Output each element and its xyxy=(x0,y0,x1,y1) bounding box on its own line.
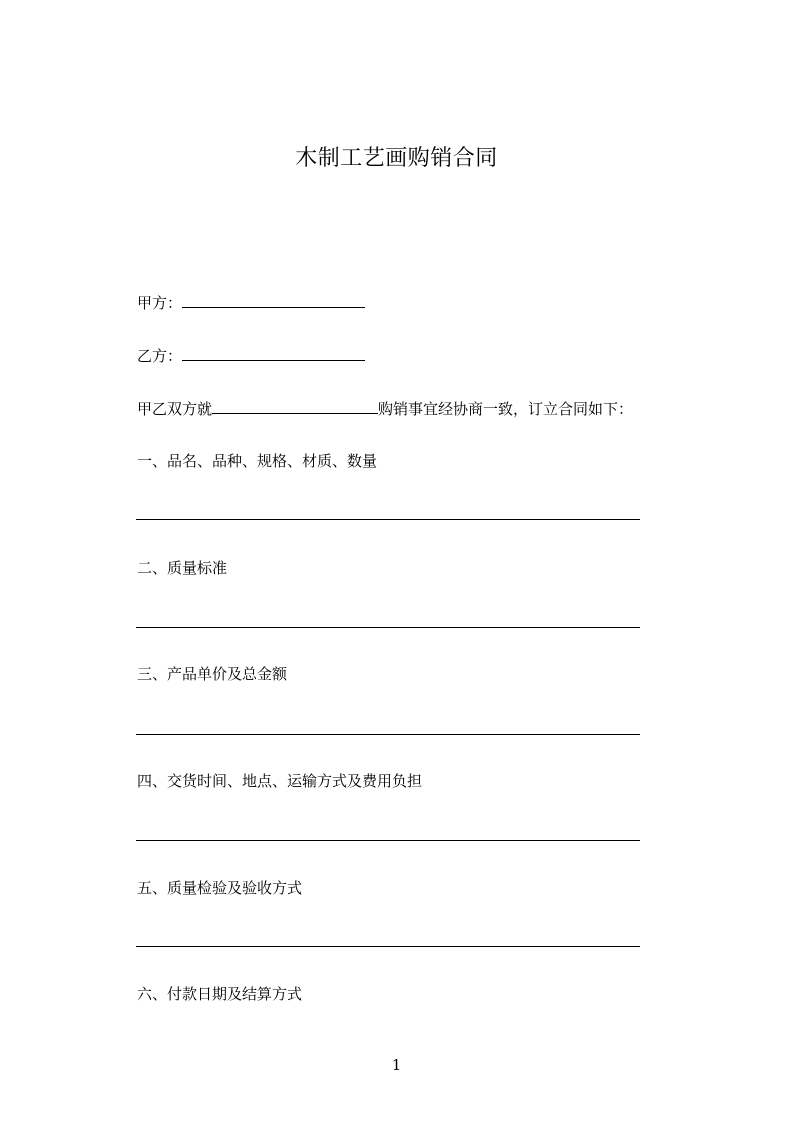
intro-prefix: 甲乙双方就 xyxy=(137,400,213,418)
fill-in-line xyxy=(136,627,640,628)
document-title: 木制工艺画购销合同 xyxy=(295,146,498,171)
section-heading: 六、付款日期及结算方式 xyxy=(137,985,303,1003)
fill-in-line xyxy=(136,519,640,520)
section-heading: 三、产品单价及总金额 xyxy=(137,665,288,683)
section-heading: 一、品名、品种、规格、材质、数量 xyxy=(137,452,378,470)
section-heading: 四、交货时间、地点、运输方式及费用负担 xyxy=(137,772,423,790)
fill-in-line xyxy=(136,946,640,947)
fill-in-line xyxy=(136,734,640,735)
page-number: 1 xyxy=(391,1056,402,1074)
party-a-blank xyxy=(182,292,365,308)
fill-in-line xyxy=(136,840,640,841)
party-b-label: 乙方： xyxy=(137,347,183,365)
party-a-line xyxy=(137,292,365,312)
intro-line xyxy=(137,398,633,418)
section-heading: 二、质量标准 xyxy=(137,559,228,577)
product-blank xyxy=(212,398,378,414)
party-b-blank xyxy=(182,345,365,361)
intro-suffix: 购销事宜经协商一致，订立合同如下： xyxy=(378,400,634,418)
party-b-line xyxy=(137,345,365,365)
party-a-label: 甲方： xyxy=(137,294,183,312)
section-heading: 五、质量检验及验收方式 xyxy=(137,879,303,897)
